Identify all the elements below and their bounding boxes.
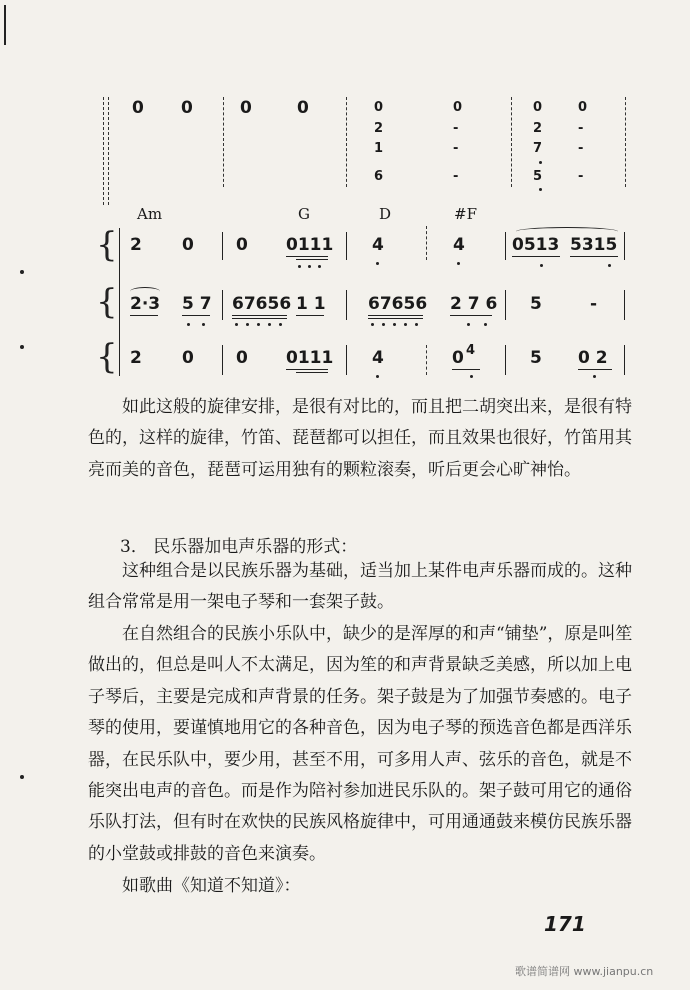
beam bbox=[368, 318, 423, 319]
note: 67656 bbox=[368, 294, 428, 314]
barline bbox=[505, 345, 506, 375]
barline bbox=[426, 345, 427, 375]
barline bbox=[346, 345, 347, 375]
note: 0 bbox=[578, 100, 588, 115]
note: 2 bbox=[533, 121, 543, 136]
note: 4 bbox=[372, 348, 384, 368]
note: - bbox=[590, 294, 598, 314]
note: 5 bbox=[533, 169, 543, 184]
octave-dot bbox=[308, 265, 311, 268]
paragraph: 这种组合是以民族乐器为基础，适当加上某件电声乐器而成的。这种组合常常是用一架电子琴和一套架子鼓。 bbox=[88, 561, 632, 613]
octave-dot bbox=[376, 375, 379, 378]
note: 7 bbox=[533, 141, 543, 156]
note: 4 bbox=[453, 235, 465, 255]
barline bbox=[624, 345, 625, 375]
note: 5 bbox=[530, 294, 542, 314]
barline bbox=[223, 97, 224, 187]
beam bbox=[368, 315, 423, 316]
beam bbox=[232, 315, 287, 316]
octave-dot bbox=[593, 375, 596, 378]
note: 0 bbox=[182, 235, 194, 255]
octave-dot bbox=[187, 323, 190, 326]
music-score bbox=[0, 0, 690, 400]
barline bbox=[346, 290, 347, 320]
octave-dot bbox=[415, 323, 418, 326]
octave-dot bbox=[457, 262, 460, 265]
beam bbox=[232, 318, 287, 319]
note: 0 bbox=[240, 98, 252, 118]
barline bbox=[222, 232, 223, 260]
note: 0 bbox=[533, 100, 543, 115]
beam bbox=[296, 372, 328, 373]
octave-dot bbox=[470, 375, 473, 378]
note: 6 bbox=[374, 169, 384, 184]
barline bbox=[505, 232, 506, 260]
chord-symbol: #F bbox=[454, 205, 477, 223]
note: - bbox=[578, 141, 584, 156]
paragraph: 如歌曲《知道不知道》： bbox=[122, 876, 301, 896]
note: 0513 bbox=[512, 235, 560, 255]
octave-dot bbox=[404, 323, 407, 326]
system-brace: { bbox=[96, 337, 118, 377]
octave-dot bbox=[371, 323, 374, 326]
note: 0 bbox=[236, 348, 248, 368]
page-number: 171 bbox=[544, 912, 586, 936]
note: 4 bbox=[372, 235, 384, 255]
chord-symbol: D bbox=[379, 205, 392, 223]
beam bbox=[578, 369, 612, 370]
note: 0 bbox=[374, 100, 384, 115]
octave-dot bbox=[298, 265, 301, 268]
beam bbox=[286, 256, 328, 257]
note: 67656 bbox=[232, 294, 292, 314]
beam bbox=[286, 369, 328, 370]
barline bbox=[119, 228, 120, 376]
octave-dot bbox=[382, 323, 385, 326]
octave-dot bbox=[268, 323, 271, 326]
octave-dot bbox=[393, 323, 396, 326]
barline bbox=[505, 290, 506, 320]
watermark: 歌谱简谱网 www.jianpu.cn bbox=[515, 965, 654, 978]
barline bbox=[222, 345, 223, 375]
note: 2·3 bbox=[130, 294, 161, 314]
note: 0 bbox=[132, 98, 144, 118]
beam bbox=[512, 256, 560, 257]
note: 0 bbox=[453, 100, 463, 115]
barline bbox=[624, 290, 625, 320]
note: 5315 bbox=[570, 235, 618, 255]
beam bbox=[450, 315, 492, 316]
chord-symbol: G bbox=[298, 205, 310, 223]
note: 0111 bbox=[286, 348, 334, 368]
octave-dot bbox=[539, 188, 542, 191]
beam bbox=[182, 315, 210, 316]
note: 4 bbox=[466, 343, 476, 358]
octave-dot bbox=[540, 264, 543, 267]
barline bbox=[346, 97, 347, 187]
note: 1 bbox=[374, 141, 384, 156]
note: 0 2 bbox=[578, 348, 608, 368]
section-heading: 3． 民乐器加电声乐器的形式： bbox=[120, 537, 358, 557]
note: 0 bbox=[452, 348, 464, 368]
barline bbox=[108, 97, 109, 205]
note: 2 bbox=[130, 348, 142, 368]
note: 0 bbox=[182, 348, 194, 368]
octave-dot bbox=[539, 161, 542, 164]
octave-dot bbox=[235, 323, 238, 326]
note: - bbox=[578, 121, 584, 136]
paragraph: 在自然组合的民族小乐队中，缺少的是浑厚的和声“铺垫”，原是叫笙做出的，但总是叫人不太满足，因为笙的和声背景缺乏美感，所以加上电子琴后，主要是完成和声背景的任务。架子鼓是为了加强节奏感的。电子琴的使用，要谨慎地用它的各种音色，因为电子琴的预选音色都是西洋乐器，在民乐队中，要少用，甚至不用，可多用人声、弦乐的音色，就是不能突出电声的音色。而是作为陪衬参加进民乐队的。架子鼓可用它的通俗乐队打法，但有时在欢快的民族风格旋律中，可用通通鼓来模仿民族乐器的小堂鼓或排鼓的音色来演奏。 bbox=[88, 624, 633, 864]
barline bbox=[222, 290, 223, 320]
note: - bbox=[453, 121, 459, 136]
beam bbox=[130, 315, 158, 316]
barline bbox=[511, 97, 512, 187]
octave-dot bbox=[279, 323, 282, 326]
note: 5 bbox=[530, 348, 542, 368]
octave-dot bbox=[484, 323, 487, 326]
octave-dot bbox=[202, 323, 205, 326]
note: 2 7 6 bbox=[450, 294, 498, 314]
octave-dot bbox=[257, 323, 260, 326]
note: 0 bbox=[236, 235, 248, 255]
note: 5 7 bbox=[182, 294, 212, 314]
chord-symbol: Am bbox=[137, 205, 163, 223]
barline bbox=[426, 226, 427, 260]
paragraph: 如此这般的旋律安排，是很有对比的，而且把二胡突出来，是很有特色的，这样的旋律，竹笛、琵琶都可以担任，而且效果也很好，竹笛用其亮而美的音色，琵琶可运用独有的颗粒滚奏，听后更会心旷神怡。 bbox=[88, 397, 632, 480]
note: 0111 bbox=[286, 235, 334, 255]
barline bbox=[624, 232, 625, 260]
beam bbox=[570, 256, 618, 257]
margin-dot bbox=[20, 775, 24, 779]
note: - bbox=[578, 169, 584, 184]
note: 0 bbox=[181, 98, 193, 118]
barline bbox=[103, 97, 104, 205]
note: 2 bbox=[374, 121, 384, 136]
note: 0 bbox=[297, 98, 309, 118]
note: - bbox=[453, 141, 459, 156]
octave-dot bbox=[318, 265, 321, 268]
beam bbox=[452, 369, 480, 370]
note: 2 bbox=[130, 235, 142, 255]
barline bbox=[625, 97, 626, 187]
note: - bbox=[453, 169, 459, 184]
barline bbox=[346, 232, 347, 260]
beam bbox=[296, 315, 324, 316]
octave-dot bbox=[246, 323, 249, 326]
octave-dot bbox=[467, 323, 470, 326]
system-brace: { bbox=[96, 225, 118, 265]
note: 1 1 bbox=[296, 294, 326, 314]
octave-dot bbox=[376, 262, 379, 265]
octave-dot bbox=[608, 264, 611, 267]
system-brace: { bbox=[96, 282, 118, 322]
beam bbox=[296, 259, 328, 260]
